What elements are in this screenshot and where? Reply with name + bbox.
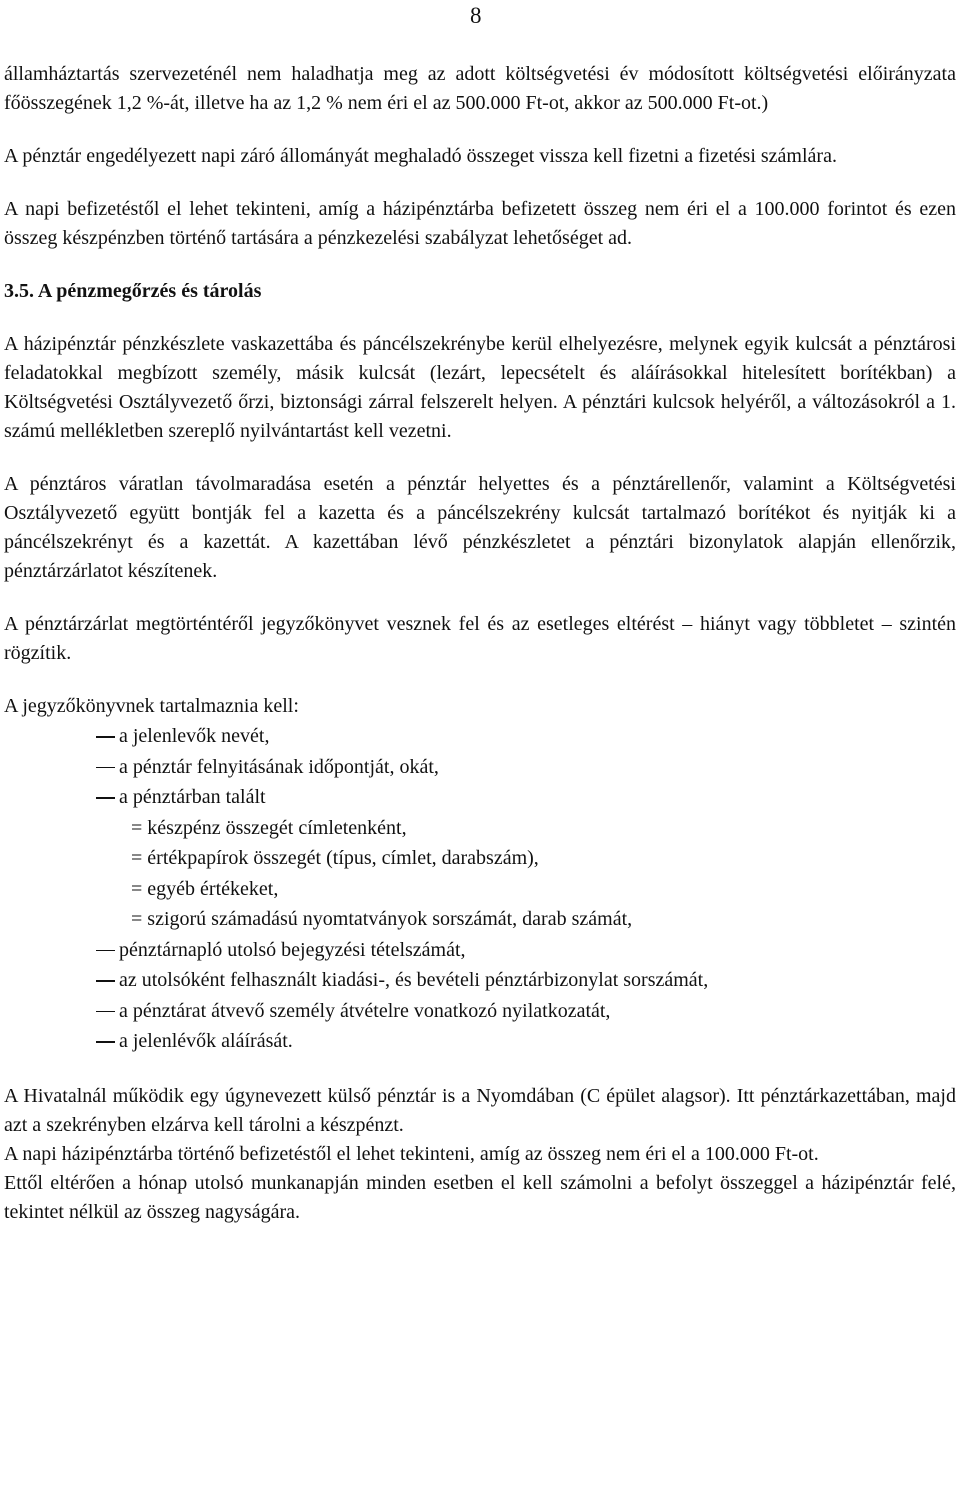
list-item: az utolsóként felhasznált kiadási-, és bevételi pénztárbizonylat sorszámát,: [4, 965, 956, 996]
paragraph-closing: A pénztárzárlat megtörténtéről jegyzőkönyvet vesznek fel és az esetleges eltérést ‒ hiányt vagy többletet ‒ szintén rögzítik.: [4, 613, 956, 664]
dash-bullet-icon: [96, 980, 115, 982]
sub-list-item: = egyéb értékeket,: [131, 877, 279, 900]
sub-list-item: = értékpapírok összegét (típus, címlet, darabszám),: [131, 847, 539, 869]
dash-bullet-icon: [96, 1041, 115, 1043]
list-item: a jelenlévők aláírását.: [4, 1026, 956, 1057]
paragraph-cash-limit: A pénztár engedélyezett napi záró állományát meghaladó összeget vissza kell fizetni a fizetési számlára.: [4, 145, 837, 167]
dash-bullet-icon: [96, 1011, 115, 1013]
paragraph-month-end: Ettől eltérően a hónap utolsó munkanapján minden esetben el kell számolni a befolyt összeggel a házipénztár felé, tekintet nélkül az összeg nagyságára.: [4, 1171, 956, 1223]
paragraph-external-deposit: A napi házipénztárba történő befizetéstől el lehet tekinteni, amíg az összeg nem éri el a 100.000 Ft-ot.: [4, 1142, 819, 1165]
list-item: a pénztárban talált: [4, 782, 956, 813]
sub-list-item: = szigorú számadású nyomtatványok sorszámát, darab számát,: [131, 908, 633, 930]
dash-bullet-icon: [96, 950, 115, 952]
paragraph-continuation: államháztartás szervezeténél nem haladhatja meg az adott költségvetési év módosított költségvetési előirányzata főösszegének 1,2 %-át, illetve ha az 1,2 % nem éri el az 500.000 Ft-ot, akkor az 500.000 Ft-ot.): [4, 63, 956, 114]
list-item: a jelenlevők nevét,: [4, 721, 956, 752]
paragraph-storage: A házipénztár pénzkészlete vaskazettába és páncélszekrénybe kerül elhelyezésre, melynek egyik kulcsát a pénztárosi feladatokkal megbízott személy, másik kulcsát (lezárt, lepecsételt és aláírásokkal hitelesített borítékban) a Költségvetési Osztályvezető őrzi, biztonsági zárral felszerelt helyen. A pénztári kulcsok helyéről, a változásokról a 1. számú mellékletben szereplő nyilvántartást kell vezetni.: [4, 333, 956, 442]
dash-bullet-icon: [96, 736, 115, 738]
list-item: a pénztárat átvevő személy átvételre vonatkozó nyilatkozatát,: [4, 996, 956, 1027]
paragraph-minutes-intro: A jegyzőkönyvnek tartalmaznia kell:: [4, 695, 299, 717]
dash-bullet-icon: [96, 797, 115, 799]
paragraph-daily-deposit: A napi befizetéstől el lehet tekinteni, amíg a házipénztárba befizetett összeg nem éri el a 100.000 forintot és ezen összeg készpénzben történő tartására a pénzkezelési szabályzat lehetőséget ad.: [4, 198, 956, 249]
minutes-contents-list: [4, 721, 956, 1057]
list-item: a pénztár felnyitásának időpontját, okát,: [4, 752, 956, 783]
section-heading: 3.5. A pénzmegőrzés és tárolás: [4, 280, 262, 302]
paragraph-external-cashier: A Hivatalnál működik egy úgynevezett külső pénztár is a Nyomdában (C épület alagsor). Itt pénztárkazettában, majd azt a szekrényben elzárva kell tárolni a készpénzt.: [4, 1084, 956, 1136]
sub-list-item: = készpénz összegét címletenként,: [131, 816, 407, 839]
page-number: 8: [470, 3, 482, 28]
paragraph-absence: A pénztáros váratlan távolmaradása esetén a pénztár helyettes és a pénztárellenőr, valamint a Költségvetési Osztályvezető együtt bontják fel a kazetta és a páncélszekrény kulcsát tartalmazó borítékot és nyitják ki a páncélszekrényt és a kazettát. A kazettában lévő pénzkészletet a pénztári bizonylatok alapján ellenőrzik, pénztárzárlatot készítenek.: [4, 473, 956, 582]
list-item: pénztárnapló utolsó bejegyzési tételszámát,: [4, 935, 956, 966]
document-body: [4, 60, 956, 1227]
dash-bullet-icon: [96, 767, 115, 769]
